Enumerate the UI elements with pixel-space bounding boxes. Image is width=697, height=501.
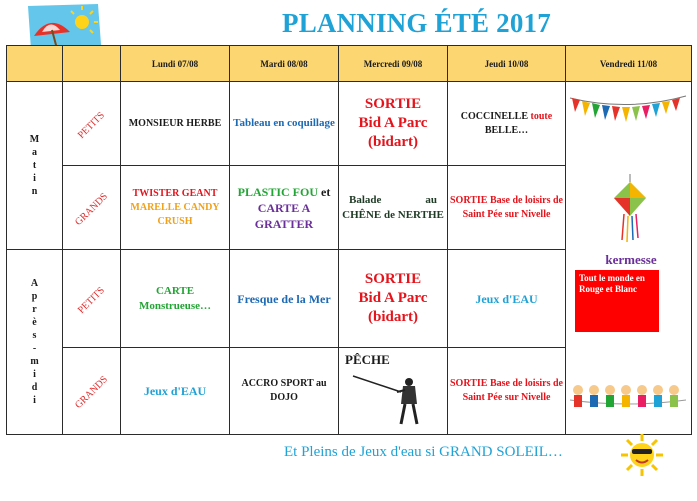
- group-label: PETITS: [76, 284, 107, 316]
- activity-text: Fresque de la Mer: [237, 291, 331, 306]
- group-petits: [63, 250, 121, 348]
- group-label: GRANDS: [73, 374, 110, 411]
- activity-text: toute: [530, 110, 553, 122]
- group-label: GRANDS: [73, 190, 110, 228]
- activity-text: COCCINELLE: [460, 110, 529, 122]
- activity-text: Base de loisirs de Saint Pée sur Nivelle: [462, 378, 563, 403]
- header-empty: [63, 46, 121, 82]
- activity-text: Jeux d'EAU: [143, 384, 207, 398]
- activity-text: ACCRO SPORT au DOJO: [241, 378, 327, 403]
- activity-text: Tableau en coquillage: [233, 117, 335, 129]
- activity-text: CARTE: [155, 284, 195, 297]
- group-petits: [63, 82, 121, 166]
- group-grands: [63, 348, 121, 435]
- row-morning-petits: [7, 82, 692, 166]
- activity-text: SORTIE: [449, 194, 488, 206]
- bunting-flags-icon: [568, 92, 688, 126]
- activity-text: SORTIE: [449, 378, 488, 389]
- period-morning: M a t i n: [7, 82, 63, 250]
- activity-text: MARELLE CANDY CRUSH: [130, 201, 220, 227]
- activity-text: TWISTER GEANT: [132, 187, 218, 199]
- footer-note: Et Pleins de Jeux d'eau si GRAND SOLEIL…: [284, 444, 563, 460]
- activity-text: Bid A Parc: [358, 115, 428, 131]
- activity-cell: [448, 82, 566, 166]
- activity-cell: [448, 250, 566, 348]
- activity-cell: [339, 166, 448, 250]
- activity-cell: [448, 166, 566, 250]
- pinata-icon: [610, 174, 650, 244]
- activity-cell: [448, 348, 566, 435]
- activity-text: Bid A Parc: [358, 290, 428, 306]
- activity-text: au: [425, 193, 437, 206]
- activity-text: (bidart): [368, 309, 418, 325]
- activity-text: et: [321, 184, 331, 199]
- activity-text: SORTIE: [364, 96, 422, 112]
- dress-code-box: Tout le monde en Rouge et Blanc: [575, 270, 659, 332]
- group-label: PETITS: [76, 109, 107, 141]
- header-day-mercredi: Mercredi 09/08: [339, 46, 448, 82]
- activity-text: MONSIEUR HERBE: [128, 117, 222, 129]
- group-grands: [63, 166, 121, 250]
- activity-text: Base de loisirs de Saint Pée sur Nivelle: [462, 194, 563, 220]
- kermesse-label: kermesse: [605, 252, 657, 267]
- activity-text: CARTE A GRATTER: [254, 200, 314, 231]
- activity-text: Monstrueuse…: [138, 299, 212, 312]
- planning-table: [6, 45, 692, 435]
- activity-cell: [339, 348, 448, 435]
- header-row: [7, 46, 692, 82]
- header-day-mardi: Mardi 08/08: [230, 46, 339, 82]
- activity-text: (bidart): [368, 134, 418, 150]
- activity-text: Jeux d'EAU: [475, 291, 538, 306]
- header-day-lundi: Lundi 07/08: [121, 46, 230, 82]
- activity-cell: [230, 250, 339, 348]
- activity-cell: [121, 166, 230, 250]
- activity-cell: [121, 250, 230, 348]
- header-day-vendredi: Vendredi 11/08: [566, 46, 692, 82]
- activity-text: SORTIE: [364, 271, 422, 287]
- activity-text: BELLE…: [484, 124, 529, 136]
- smiling-sun-icon: [618, 432, 666, 478]
- activity-cell: [230, 82, 339, 166]
- activity-cell: [230, 166, 339, 250]
- period-afternoon: A p r è s - m i d i: [7, 250, 63, 435]
- activity-text: CHÊNE de NERTHE: [342, 208, 444, 221]
- header-day-jeudi: Jeudi 10/08: [448, 46, 566, 82]
- activity-cell: [121, 82, 230, 166]
- activity-cell: [339, 82, 448, 166]
- activity-cell: [121, 348, 230, 435]
- page-title: PLANNING ÉTÉ 2017: [282, 8, 551, 38]
- fisherman-icon: [351, 370, 431, 426]
- activity-cell: [230, 348, 339, 435]
- activity-text: Balade: [349, 193, 382, 206]
- header-empty: [7, 46, 63, 82]
- activity-cell: [339, 250, 448, 348]
- friday-column: [566, 82, 692, 435]
- kids-garland-icon: [568, 378, 688, 418]
- activity-text: PLASTIC FOU: [237, 184, 318, 199]
- activity-text: PÊCHE: [345, 352, 390, 367]
